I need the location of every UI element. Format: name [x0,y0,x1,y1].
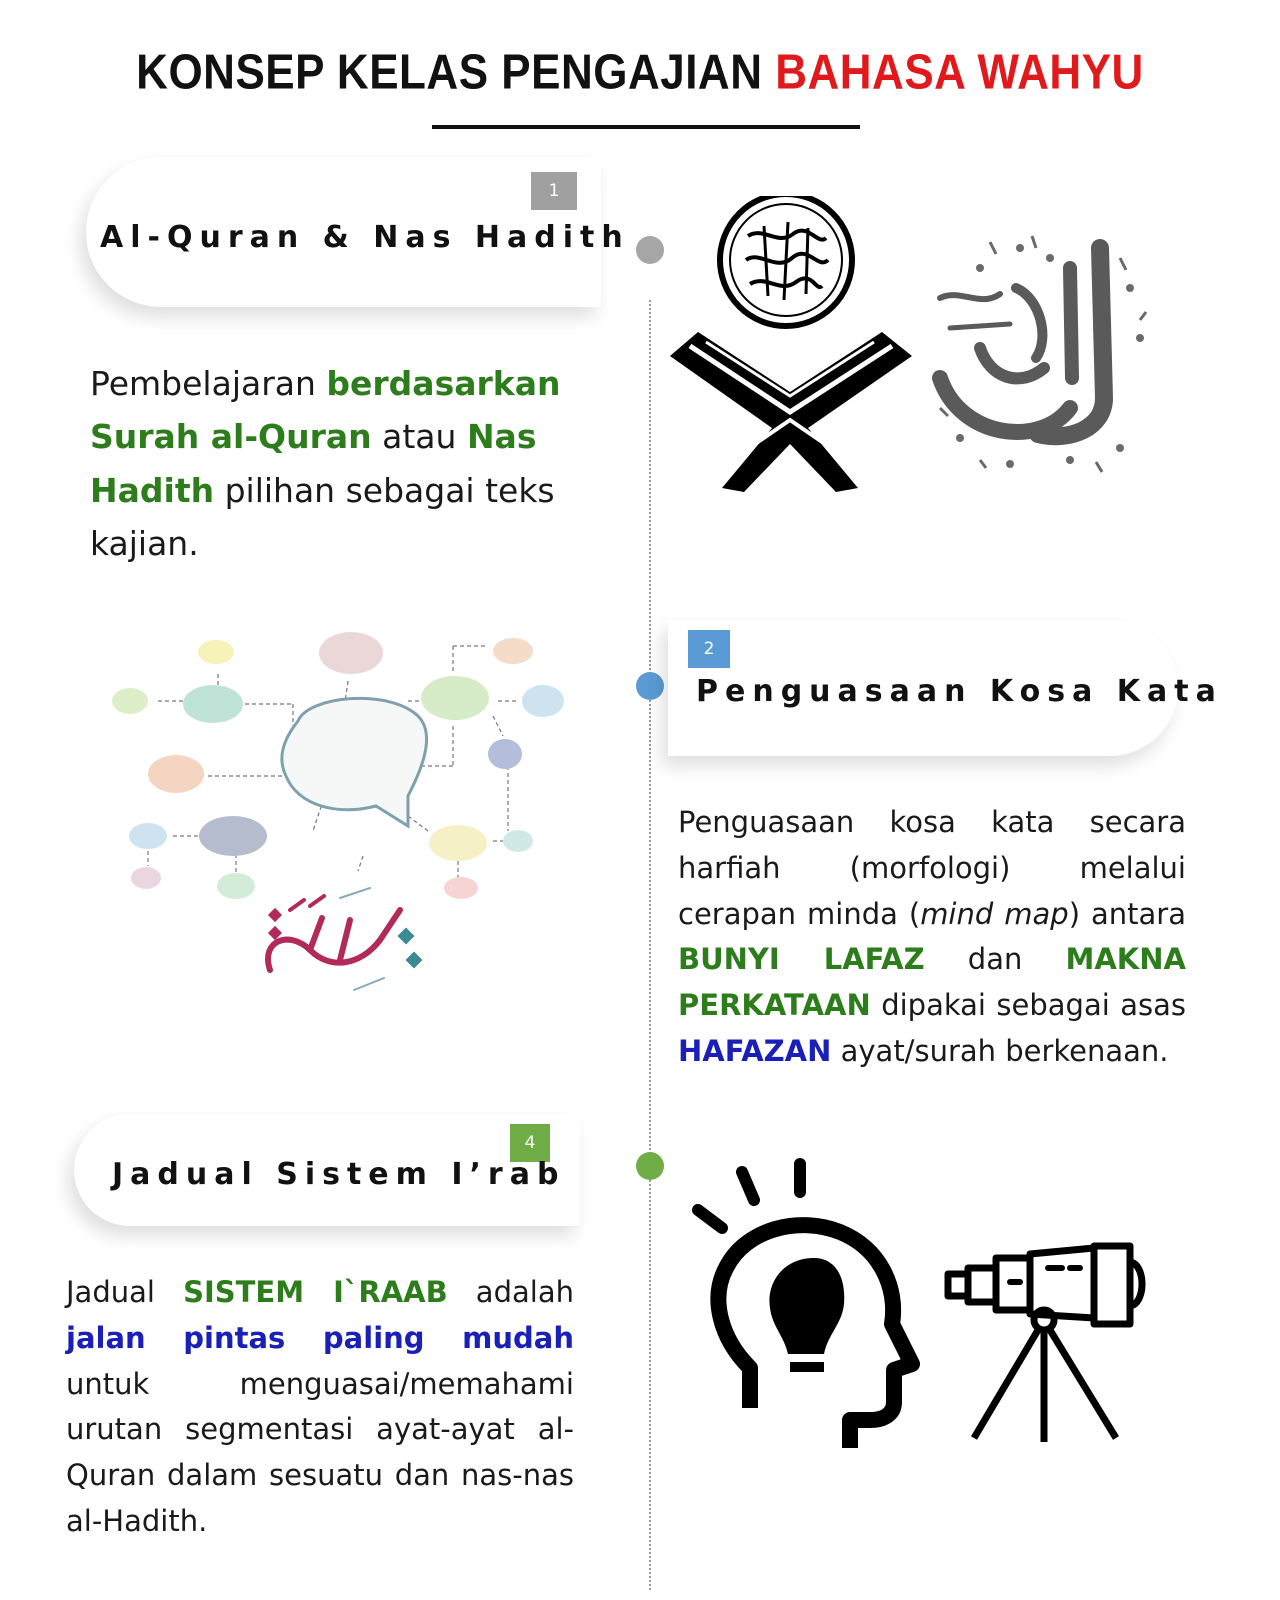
title-underline [432,125,860,129]
idea-head-icon [690,1158,920,1458]
section-4-paragraph: Jadual SISTEM I`RAAB adalah jalan pintas paling mudah untuk menguasai/memahami urutan segmentasi ayat-ayat al-Quran dalam sesuatu dan nas-nas al-Hadith. [66,1275,574,1539]
timeline-dot-2 [636,672,664,700]
hadith-calligraphy-icon [920,228,1160,478]
page-title: KONSEP KELAS PENGAJIAN BAHASA WAHYU [136,45,1144,100]
quran-on-stand-icon [668,196,916,496]
section-4-number-badge: 4 [510,1124,550,1162]
section-1-number-badge: 1 [531,172,577,210]
timeline-dot-4 [636,1152,664,1180]
section-1-heading: Al-Quran & Nas Hadith [100,220,630,255]
page-title-accent: BAHASA WAHYU [775,45,1144,100]
kalimah-calligraphy-icon [250,870,440,1000]
section-2-number-badge: 2 [688,630,730,668]
section-2-paragraph: Penguasaan kosa kata secara harfiah (morfologi) melalui cerapan minda (mind map) antara BUNYI LAFAZ dan MAKNA PERKATAAN dipakai sebagai asas HAFAZAN ayat/surah berkenaan. [678,805,1186,1069]
section-4-heading: Jadual Sistem I’rab [112,1157,566,1192]
timeline-line [649,300,651,1590]
section-2-heading: Penguasaan Kosa Kata [696,674,1223,709]
telescope-icon [944,1242,1154,1448]
section-1-paragraph: Pembelajaran berdasarkan Surah al-Quran atau Nas Hadith pilihan sebagai teks kajian. [90,364,561,564]
timeline-dot-1 [636,236,664,264]
